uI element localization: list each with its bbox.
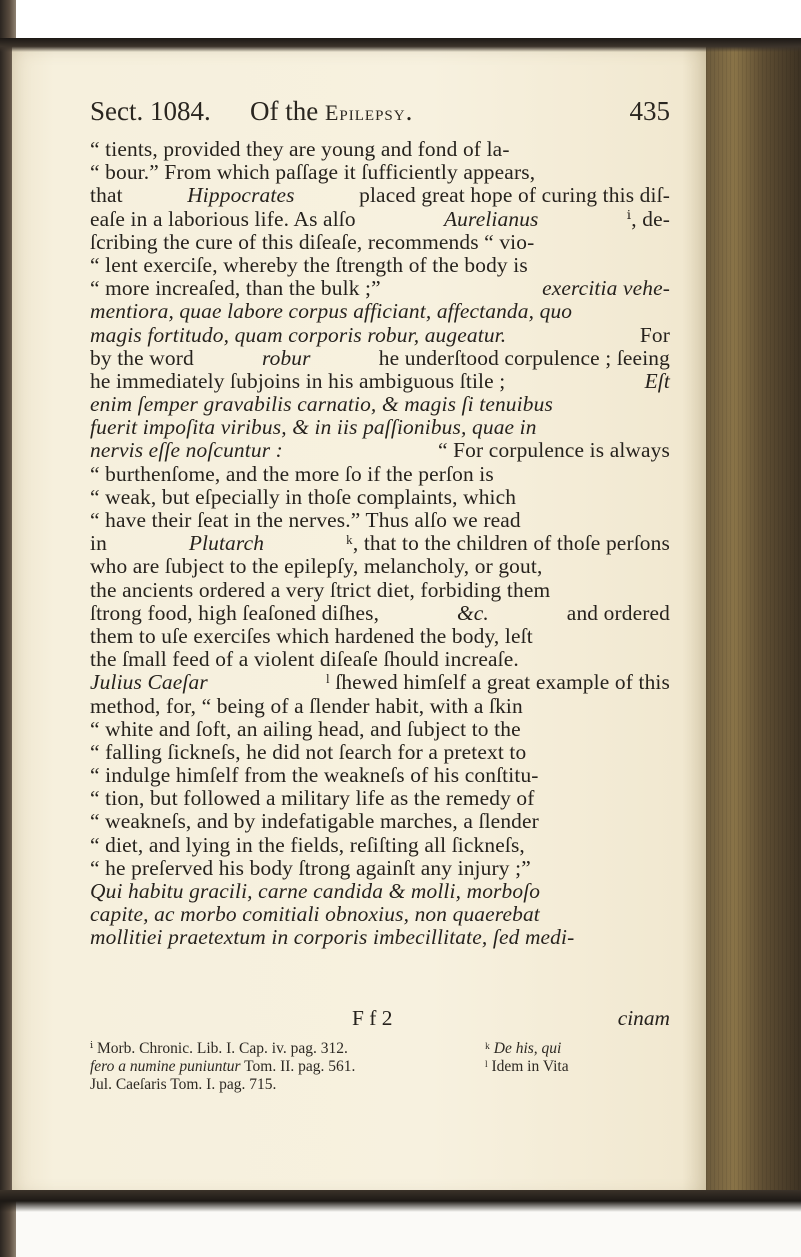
text-line [90,555,670,578]
running-title-smallcaps: Epilepsy [324,100,406,125]
italic-run: Hippocrates [187,183,295,208]
roman-run: “ burthenſome, and the more ſo if the perſon is [90,461,494,486]
text-line [90,439,670,462]
text-line [90,300,670,323]
roman-run: “ more increaſed, than the bulk ;” [90,276,387,301]
text-line [90,324,670,347]
roman-run: who are ſubject to the epilepſy, melancholy, or gout, [90,554,543,579]
text-line [90,370,670,393]
text-line [90,509,670,532]
main-text-block [90,138,670,950]
text-line [90,718,670,741]
running-title-prefix: Of the [250,96,325,126]
roman-run: “ For corpulence is always [432,438,670,463]
italic-run: Plutarch [188,531,265,556]
footnote-k-mark: ᵏ [485,1040,494,1057]
roman-run: For [634,322,670,347]
catchword: cinam [617,1006,670,1030]
text-line [90,857,670,880]
text-line [90,926,670,949]
page-edges [706,40,801,1200]
text-line [90,810,670,833]
footnote-k-continued: fero a numine puniuntur [90,1058,241,1075]
italic-run: &c. [456,600,489,625]
text-line [90,416,670,439]
roman-run: “ lent exerciſe, whereby the ſtrength of the body is [90,252,528,277]
text-line [90,347,670,370]
italic-run: nervis eſſe noſcuntur : [90,438,283,463]
signature-mark: F f 2 [352,1006,393,1030]
text-line [90,393,670,416]
italic-run: mollitiei praetextum in corporis imbecillitate, ſed medi- [90,925,575,950]
text-line [90,532,670,555]
footnote-l: ˡ Idem in Vita [485,1058,569,1075]
footnote-line [90,1076,670,1094]
text-line [90,184,670,207]
roman-run: placed great hope of curing this diſ- [353,183,670,208]
italic-run: fuerit impoſita viribus, & in iis paſſionibus, quae in [90,415,537,440]
italic-run: mentiora, quae labore corpus afficiant, affectanda, quo [90,299,573,324]
roman-run: ᵏ, that to the children of thoſe perſons [340,531,670,556]
roman-run: “ tion, but followed a military life as the remedy of [90,786,535,811]
roman-run: and ordered [561,600,670,625]
italic-run: Qui habitu gracili, carne candida & molli, morboſo [90,879,541,903]
running-title [250,96,412,127]
roman-run: in [90,531,113,556]
signature-row [90,1006,670,1030]
roman-run: “ diet, and lying in the fields, reſiſting all ſickneſs, [90,832,525,857]
roman-run: ⁱ, de- [621,206,670,231]
text-line [90,138,670,161]
text-line [90,486,670,509]
roman-run: “ indulge himſelf from the weakneſs of his conſtitu- [90,763,539,788]
text-line [90,764,670,787]
roman-run: the ancients ordered a very ſtrict diet, forbiding them [90,577,551,602]
roman-run: ſcribing the cure of this diſeaſe, recommends “ vio- [90,229,535,254]
roman-run: “ white and ſoft, an ailing head, and ſubject to the [90,716,521,741]
running-title-suffix: . [405,96,413,126]
footnote-l-continued: Jul. Caeſaris Tom. I. pag. 715. [90,1076,277,1093]
roman-run: “ he preſerved his body ſtrong againſt any injury ;” [90,855,531,880]
text-line [90,277,670,300]
roman-run: method, for, “ being of a ſlender habit, with a ſkin [90,693,523,718]
roman-run: ſtrong food, high ſeaſoned diſhes, [90,600,385,625]
italic-run: magis fortitudo, quam corporis robur, augeatur. [90,322,507,347]
roman-run: by the word [90,345,200,370]
roman-run: he immediately ſubjoins in his ambiguous ſtile ; [90,368,511,393]
text-line [90,787,670,810]
roman-run: them to uſe exerciſes which hardened the body, leſt [90,623,533,648]
page-number: 435 [629,96,670,126]
text-line [90,208,670,231]
roman-run: “ tients, provided they are young and fond of la- [90,137,510,161]
section-number: Sect. 1084. [90,96,211,126]
text-line [90,695,670,718]
roman-run: “ weak, but eſpecially in thoſe complaints, which [90,484,517,509]
text-line [90,625,670,648]
roman-run: “ have their ſeat in the nerves.” Thus alſo we read [90,508,521,532]
text-line [90,231,670,254]
text-line [90,880,670,903]
roman-run: he underſtood corpulence ; ſeeing [373,345,670,370]
footnote-line [90,1058,670,1076]
roman-run: ˡ ſhewed himſelf a great example of this [320,670,670,695]
footnote-i: ⁱ Morb. Chronic. Lib. I. Cap. iv. pag. 312. [90,1040,348,1057]
text-line [90,579,670,602]
roman-run: “ falling ſickneſs, he did not ſearch for a pretext to [90,739,527,764]
text-line [90,648,670,671]
running-header [90,96,670,130]
text-line [90,741,670,764]
roman-run: the ſmall feed of a violent diſeaſe ſhould increaſe. [90,647,519,672]
italic-run: Aurelianus [443,206,539,231]
text-line [90,602,670,625]
text-line [90,161,670,184]
italic-run: exercitia vehe- [542,276,670,301]
roman-run: “ bour.” From which paſſage it ſufficiently appears, [90,160,536,185]
bottom-binding-shadow [0,1190,801,1212]
italic-run: capite, ac morbo comitiali obnoxius, non quaerebat [90,902,540,927]
italic-run: Eſt [644,368,670,393]
footnote-line [90,1040,670,1058]
footnote-k-italic: De his, qui [493,1040,562,1057]
roman-run: “ weakneſs, and by indefatigable marches, a ſlender [90,809,539,834]
italic-run: Julius Caeſar [90,670,208,695]
italic-run: enim ſemper gravabilis carnatio, & magis ſi tenuibus [90,392,553,417]
footnote-k [485,1040,561,1058]
text-line [90,834,670,857]
text-line [90,254,670,277]
text-line [90,463,670,486]
text-line [90,903,670,926]
roman-run: eaſe in a laborious life. As alſo [90,206,362,231]
footnote-k-ref: Tom. II. pag. 561. [240,1058,356,1075]
italic-run: robur [261,345,311,370]
top-binding-shadow [0,38,801,52]
text-line [90,671,670,694]
roman-run: that [90,183,129,208]
footnotes [90,1040,670,1094]
